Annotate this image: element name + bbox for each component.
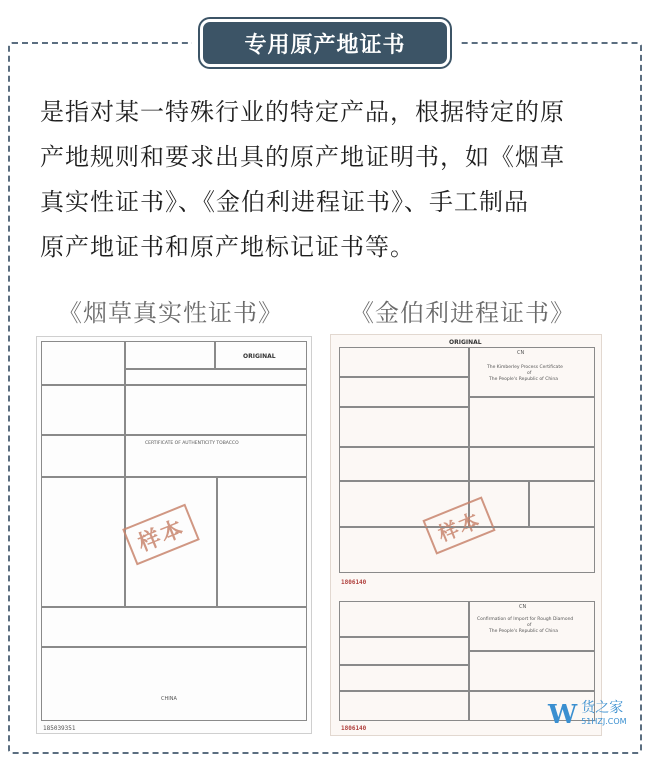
form-cell xyxy=(339,637,469,665)
tobacco-country: CHINA xyxy=(161,696,177,702)
watermark-cn: 货之家 xyxy=(581,700,624,716)
import-title-country: The People's Republic of China xyxy=(489,629,559,634)
kimberley-serial-bottom: 1806140 xyxy=(341,725,367,732)
caption-kimberley: 《金伯利进程证书》 xyxy=(350,299,575,327)
form-cell xyxy=(41,647,307,721)
form-cell xyxy=(41,607,307,647)
form-cell xyxy=(339,527,595,573)
tobacco-certificate-image xyxy=(36,336,312,734)
original-label: ORIGINAL xyxy=(243,353,276,360)
form-cell xyxy=(41,477,125,607)
kimberley-title-of: of xyxy=(527,371,532,376)
kimberley-title: The Kimberley Process Certificate xyxy=(487,365,563,370)
watermark-logo: W xyxy=(548,700,578,730)
header-badge-wrap xyxy=(192,14,458,72)
watermark-en: 51HZJ.COM xyxy=(581,717,627,726)
form-cell xyxy=(469,347,595,397)
form-cell xyxy=(469,397,595,447)
form-cell xyxy=(41,341,125,385)
form-cell xyxy=(529,481,595,527)
form-cell xyxy=(41,385,125,435)
kimberley-country-code: CN xyxy=(517,350,525,356)
kimberley-serial-top: 1806140 xyxy=(341,579,367,586)
header-badge xyxy=(200,19,450,67)
form-cell xyxy=(125,341,215,369)
intro-line: 真实性证书》、《金伯利进程证书》、手工制品 xyxy=(40,188,529,216)
form-cell xyxy=(339,377,469,407)
intro-line: 是指对某一特殊行业的特定产品，根据特定的原 xyxy=(40,98,565,126)
form-cell xyxy=(125,369,307,385)
intro-line: 原产地证书和原产地标记证书等。 xyxy=(40,233,415,261)
site-watermark xyxy=(548,700,627,730)
form-cell xyxy=(339,407,469,447)
sample-stamp: 样本 xyxy=(122,504,200,566)
form-cell xyxy=(469,447,595,481)
form-cell xyxy=(339,601,469,637)
kimberley-title-country: The People's Republic of China xyxy=(489,377,559,382)
import-title-of: of xyxy=(527,623,532,628)
watermark-text xyxy=(581,701,626,729)
form-cell xyxy=(339,447,469,481)
form-cell xyxy=(41,435,125,477)
tobacco-cert-title: CERTIFICATE OF AUTHENTICITY TOBACCO xyxy=(145,441,239,446)
sample-stamp: 样本 xyxy=(422,496,495,554)
kimberley-certificate-image xyxy=(330,334,602,736)
form-cell xyxy=(339,347,469,377)
import-title: Confirmation of Import for Rough Diamond xyxy=(477,617,574,622)
form-cell xyxy=(469,651,595,691)
form-cell xyxy=(217,477,307,607)
form-cell xyxy=(339,665,469,691)
form-cell xyxy=(339,691,469,721)
caption-tobacco: 《烟草真实性证书》 xyxy=(58,299,283,327)
form-cell xyxy=(125,385,307,435)
import-country-code: CN xyxy=(519,604,527,610)
header-title: 专用原产地证书 xyxy=(244,32,406,58)
original-label: ORIGINAL xyxy=(449,339,482,346)
form-cell xyxy=(469,601,595,651)
intro-line: 产地规则和要求出具的原产地证明书，如《烟草 xyxy=(40,143,565,171)
intro-paragraph xyxy=(40,90,615,270)
tobacco-serial: 185039351 xyxy=(43,725,76,732)
